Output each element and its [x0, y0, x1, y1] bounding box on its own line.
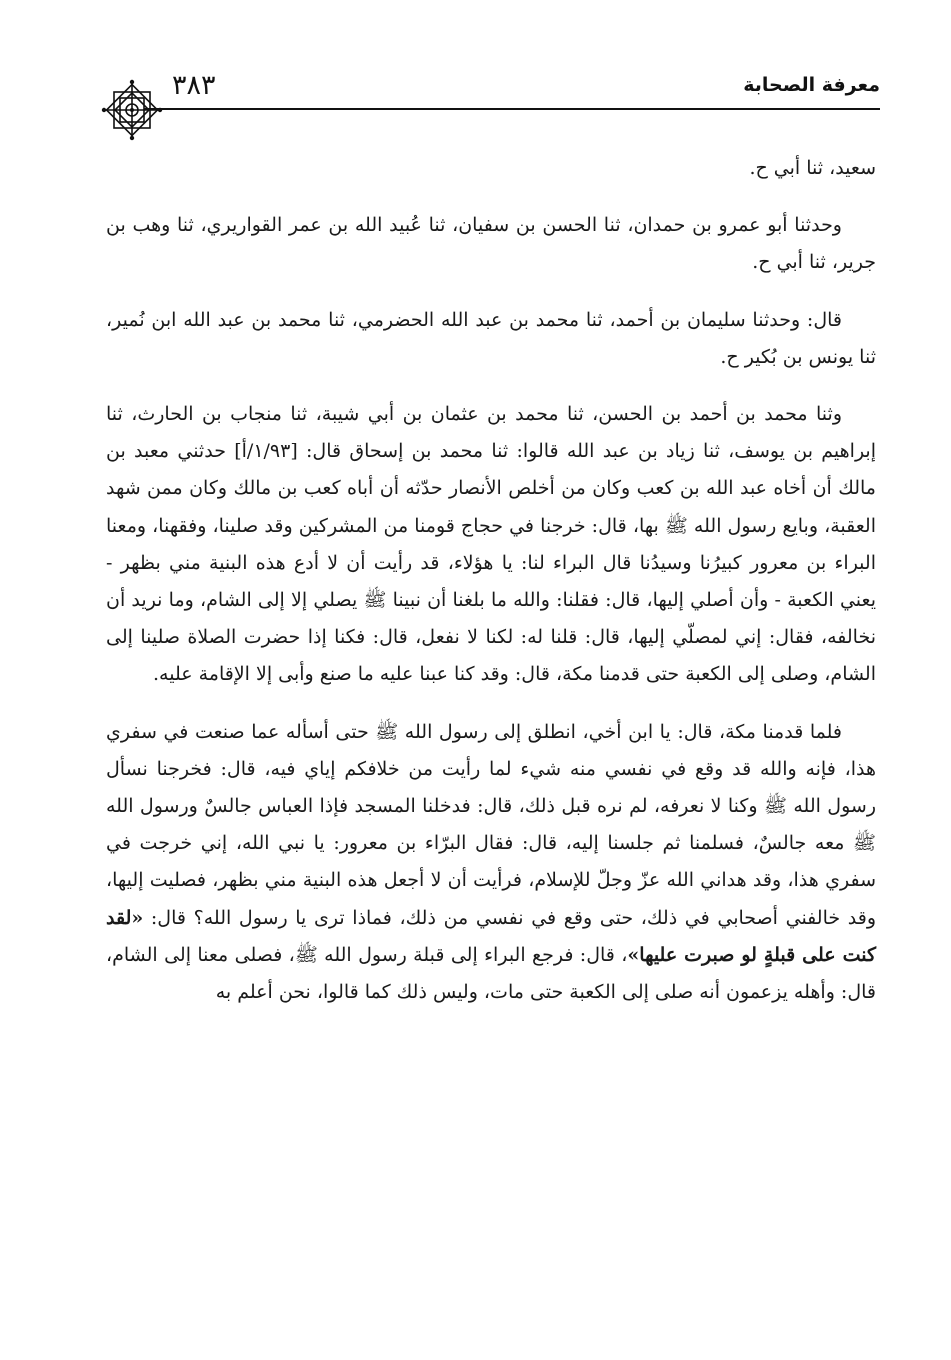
page-header: [100, 70, 880, 122]
paragraph-text: فلما قدمنا مكة، قال: يا ابن أخي، انطلق إلى رسول الله ﷺ حتى أسأله عما صنعت في سفري هذا، فإنه والله قد وقع في نفسي منه شيء لما رأيت من خلافكم إياي فيه، قال: فخرجنا نسأل رسول الله ﷺ وكنا لا نعرفه، لم نره قبل ذلك، قال: فدخلنا المسجد فإذا العباس جالسٌ ورسول الله ﷺ معه جالسٌ، فسلمنا ثم جلسنا إليه، قال: فقال البرّاء بن معرور: يا نبي الله، إني خرجت في سفري هذا، وقد هداني الله عزّ وجلّ للإسلام، فرأيت أن لا أجعل هذه البنية مني بظهر، فصليت إليها، وقد خالفني أصحابي في ذلك، حتى وقع في نفسي من ذلك، فماذا ترى يا رسول الله؟ قال:: [106, 720, 876, 929]
header-rule: [144, 108, 880, 110]
paragraph: وحدثنا أبو عمرو بن حمدان، ثنا الحسن بن سفيان، ثنا عُبيد الله بن عمر القواريري، ثنا وهب بن جرير، ثنا أبي ح.: [106, 214, 876, 274]
page-number: ٣٨٣: [172, 70, 216, 101]
octagram-ornament-icon: [100, 78, 164, 142]
prophetic-quote: «لقد كنت على قبلةٍ لو صبرت عليها»: [106, 906, 876, 966]
paragraph: سعيد، ثنا أبي ح.: [749, 157, 876, 179]
paragraph-text: ، قال: فرجع البراء إلى قبلة رسول الله ﷺ، فصلى معنا إلى الشام، قال: وأهله يزعمون أنه صلى إلى الكعبة حتى مات، وليس ذلك كما قالوا، نحن أعلم به: [106, 943, 876, 1004]
paragraph: قال: وحدثنا سليمان بن أحمد، ثنا محمد بن عبد الله الحضرمي، ثنا محمد بن عبد الله ابن نُمير، ثنا يونس بن بُكير ح.: [106, 308, 876, 368]
paragraph: وثنا محمد بن أحمد بن الحسن، ثنا محمد بن عثمان بن أبي شيبة، ثنا منجاب بن الحارث، ثنا إبراهيم بن يوسف، ثنا زياد بن عبد الله قالوا: ثنا محمد بن إسحاق قال: [١/٩٣/أ] حدثني معبد بن مالك أن أخاه عبد الله بن كعب وكان من أخلص الأنصار حدّثه أن أباه كعب بن مالك وكان ممن شهد العقبة، وبايع رسول الله ﷺ بها، قال: خرجنا في حجاج قومنا من المشركين وقد صلينا، وفقهنا، ومعنا البراء بن معرور كبيرُنا وسيدُنا قال البراء لنا: يا هؤلاء، قد رأيت أن لا أدع هذه البنية مني بظهر - يعني الكعبة - وأن أصلي إليها، قال: فقلنا: والله ما بلغنا أن نبينا ﷺ يصلي إلا إلى الشام، وما نريد أن نخالفه، فقال: إني لمصلّي إليها، قال: قلنا له: لكنا لا نفعل، قال: فكنا إذا حضرت الصلاة صلينا إلى الشام، وصلى إلى الكعبة حتى قدمنا مكة، قال: وقد كنا عبنا عليه ما صنع وأبى إلا الإقامة عليه.: [106, 403, 876, 686]
page-body: [106, 150, 876, 1031]
running-title: معرفة الصحابة: [743, 74, 880, 96]
paragraph: [106, 714, 876, 1012]
